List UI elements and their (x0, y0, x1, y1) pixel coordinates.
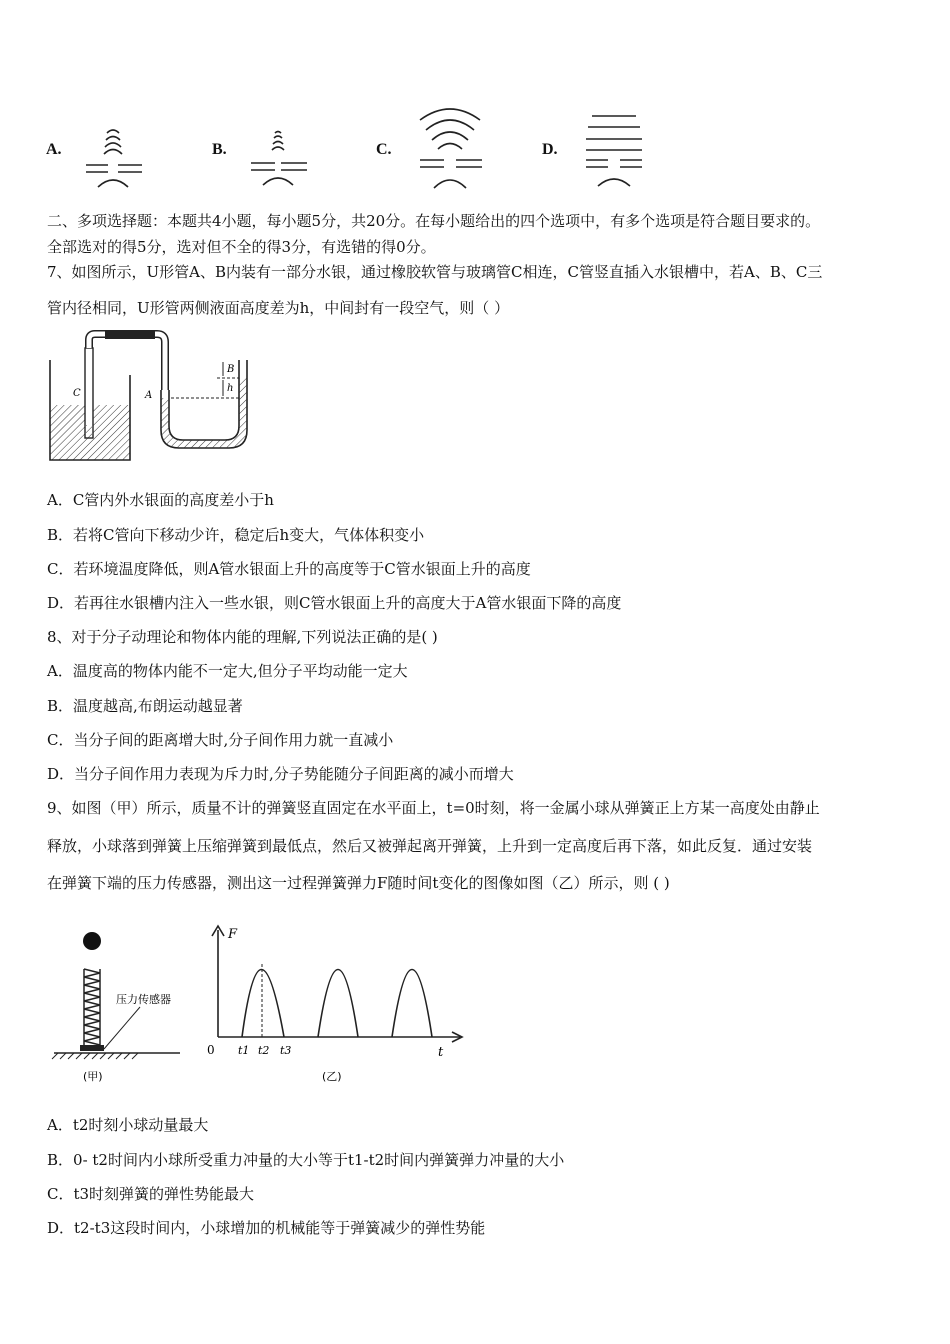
q8-option-a: A．温度高的物体内能不一定大,但分子平均动能一定大 (47, 662, 408, 680)
option-c-label: C. (376, 141, 392, 158)
q7-u-tube-figure (47, 330, 262, 465)
q9-option-a: A．t2时刻小球动量最大 (47, 1116, 209, 1134)
q7-option-c: C．若环境温度降低，则A管水银面上升的高度等于C管水银面上升的高度 (47, 560, 531, 578)
q9-stem-line3: 在弹簧下端的压力传感器，测出这一过程弹簧弹力F随时间t变化的图像如图（乙）所示，则 ( ) (47, 874, 670, 892)
metal-ball-icon (83, 932, 101, 950)
q8-stem: 8、对于分子动理论和物体内能的理解,下列说法正确的是( ) (47, 628, 438, 646)
q9-option-c: C．t3时刻弹簧的弹性势能最大 (47, 1185, 255, 1203)
wave-figure-a (80, 125, 150, 195)
figure-jia-label: (甲) (83, 1070, 103, 1083)
q8-option-b: B．温度越高,布朗运动越显著 (47, 697, 243, 715)
q7-option-a: A．C管内外水银面的高度差小于h (47, 491, 274, 509)
q7-label-h: h (227, 383, 234, 394)
q7-stem-line1: 7、如图所示，U形管A、B内装有一部分水银，通过橡胶软管与玻璃管C相连，C管竖直插入水银槽中，若A、B、C三 (47, 263, 823, 281)
wave-figure-b (245, 125, 315, 195)
t3-label: t3 (280, 1044, 292, 1057)
q7-label-a: A (145, 390, 153, 401)
axis-t-label: t (438, 1045, 444, 1060)
option-a-label: A. (46, 141, 62, 158)
q8-option-d: D．当分子间作用力表现为斥力时,分子势能随分子间距离的减小而增大 (47, 765, 514, 783)
origin-label: 0 (207, 1043, 215, 1057)
option-b-label: B. (212, 141, 227, 158)
wave-figure-d (580, 110, 650, 195)
q9-stem-line1: 9、如图（甲）所示，质量不计的弹簧竖直固定在水平面上，t=0时刻，将一金属小球从弹簧正上方某一高度处由静止 (47, 799, 820, 817)
section2-line1: 二、多项选择题：本题共4小题，每小题5分，共20分。在每小题给出的四个选项中，有多个选项是符合题目要求的。 (47, 212, 821, 230)
q7-label-c: C (73, 388, 81, 399)
q9-option-d: D．t2-t3这段时间内，小球增加的机械能等于弹簧减少的弹性势能 (47, 1219, 486, 1237)
t2-label: t2 (258, 1044, 270, 1057)
sensor-label: 压力传感器 (116, 993, 171, 1006)
q7-stem-line2: 管内径相同，U形管两侧液面高度差为h，中间封有一段空气，则（ ） (47, 299, 510, 317)
figure-yi-label: (乙) (322, 1070, 342, 1083)
section2-line2: 全部选对的得5分，选对但不全的得3分，有选错的得0分。 (47, 238, 436, 256)
q9-option-b: B．0- t2时间内小球所受重力冲量的大小等于t1-t2时间内弹簧弹力冲量的大小 (47, 1151, 565, 1169)
q9-force-time-graph (200, 922, 470, 1087)
q7-option-d: D．若再往水银槽内注入一些水银，则C管水银面上升的高度大于A管水银面下降的高度 (47, 594, 622, 612)
wave-figure-c (410, 100, 490, 195)
q7-option-b: B．若将C管向下移动少许，稳定后h变大，气体体积变小 (47, 526, 425, 544)
q9-stem-line2: 释放，小球落到弹簧上压缩弹簧到最低点，然后又被弹起离开弹簧，上升到一定高度后再下落，如此反复．通过安装 (47, 837, 813, 855)
option-d-label: D. (542, 141, 558, 158)
q7-label-b: B (227, 364, 235, 375)
t1-label: t1 (238, 1044, 250, 1057)
q8-option-c: C．当分子间的距离增大时,分子间作用力就一直减小 (47, 731, 394, 749)
q9-spring-figure (50, 925, 220, 1085)
axis-f-label: F (228, 927, 238, 942)
